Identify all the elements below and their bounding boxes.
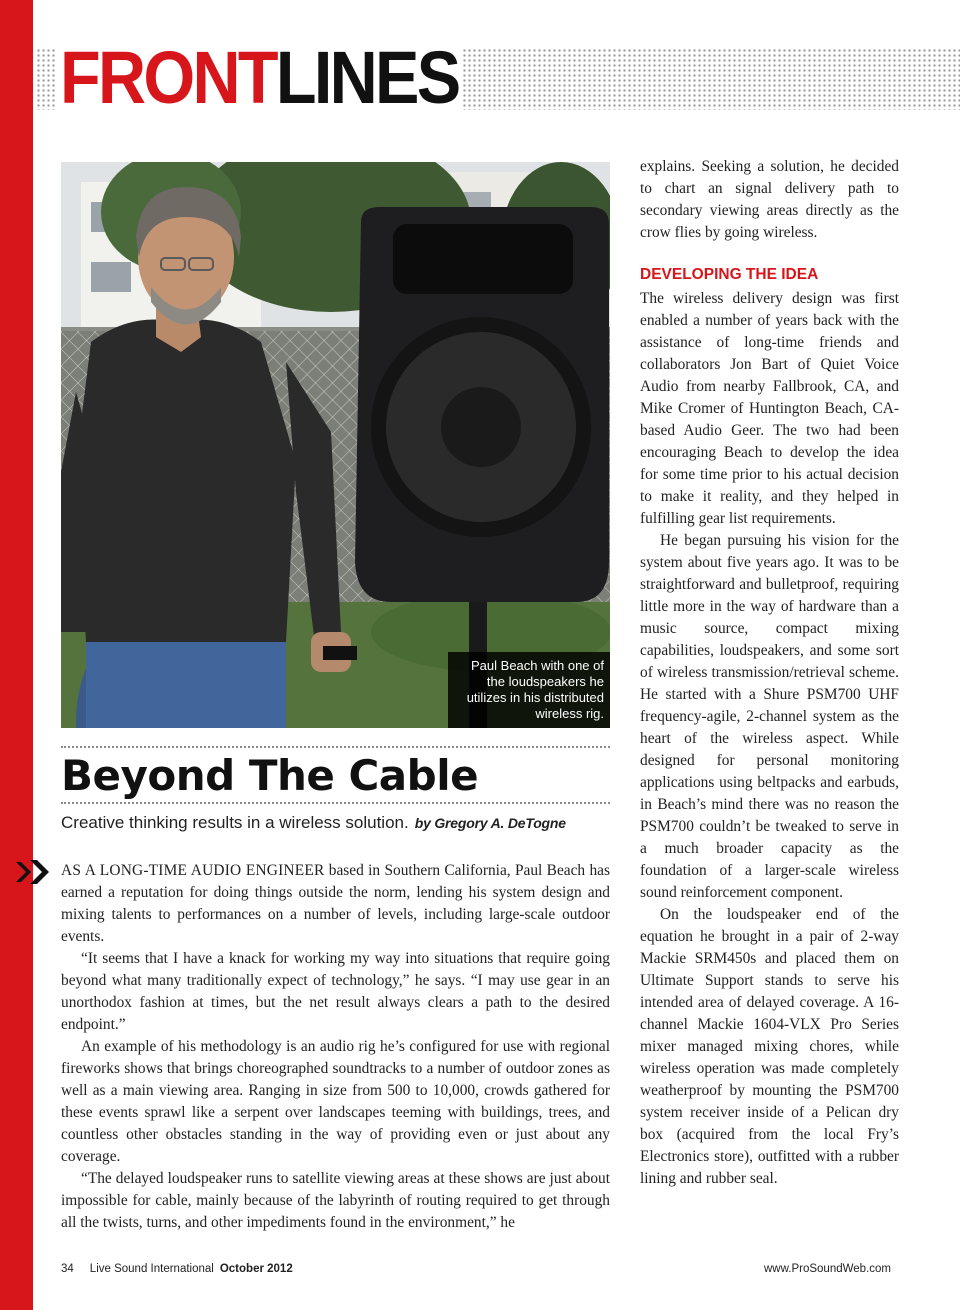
footer-website: www.ProSoundWeb.com — [764, 1263, 891, 1275]
article-headline: Beyond The Cable — [61, 751, 479, 800]
article-deck — [61, 812, 616, 834]
article-body-left — [61, 860, 610, 1234]
headline-rule-bottom — [61, 802, 610, 804]
photo-caption: Paul Beach with one of the loudspeakers he utilizes in his distributed wireless rig. — [448, 652, 610, 728]
masthead-dot-pattern-left — [36, 48, 56, 110]
deck-text: Creative thinking results in a wireless solution. — [61, 813, 409, 832]
red-edge-bar — [0, 0, 33, 1310]
masthead-lines: LINES — [275, 36, 459, 119]
publication-name: Live Sound International — [89, 1263, 214, 1275]
headline-rule-top — [61, 746, 610, 748]
photo-illustration — [61, 162, 610, 728]
paragraph-lead — [61, 860, 610, 948]
chevron-right-triple-icon — [0, 857, 60, 887]
paragraph: The wireless delivery design was first enabled a number of years back with the assistance of long-time friends and collaborators Jon Bart of Quiet Voice Audio from nearby Fallbrook, CA, and Mike Cromer of Huntington Beach, CA-based Audio Geer. The two had been encouraging Beach to develop the idea for some time prior to his actual decision to make it reality, and they helped in fulfilling gear list requirements. — [640, 290, 899, 527]
paragraph-lead-text: based in Southern California, Paul Beach has earned a reputation for doing things outside the norm, lending his system design and mixing talents to performances on a number of levels, including large-scale outdoor events. — [61, 862, 610, 945]
section-subhead: DEVELOPING THE IDEA — [640, 266, 819, 283]
masthead-front: FRONT — [60, 36, 276, 119]
article-body-right — [640, 156, 899, 1190]
paragraph-continued: explains. Seeking a solution, he decided to chart an signal delivery path to secondary viewing areas directly as the crow flies by going wireless. — [640, 158, 899, 241]
issue-date: October 2012 — [219, 1263, 293, 1275]
masthead-dot-pattern-right — [462, 48, 960, 110]
paragraph: On the loudspeaker end of the equation he brought in a pair of 2-way Mackie SRM450s and placed them on Ultimate Support stands to serve his intended area of delayed coverage. A 16-channel Mackie 1604-VLX Pro Series mixer managed mixing chores, while wireless operation was made completely weatherproof by mounting the PSM700 system receiver inside of a Pelican dry box (acquired from the local Fry’s Electronics store), outfitted with a rubber lining and rubber seal. — [640, 906, 899, 1187]
section-masthead — [60, 38, 459, 118]
paragraph: “The delayed loudspeaker runs to satellite viewing areas at these shows are just about impossible for cable, mainly because of the labyrinth of routing required to get through all the twists, turns, and other impediments found in the environment,” he — [61, 1170, 610, 1231]
footer-folio — [61, 1262, 293, 1276]
paragraph: He began pursuing his vision for the system about five years ago. It was to be straightforward and bulletproof, requiring little more in the way of hardware than a music source, compact mixing capabilities, loudspeakers, and some sort of wireless transmission/retrieval scheme. He started with a Shure PSM700 UHF frequency-agile, 2-channel system as the heart of the wireless aspect. While designed for personal monitoring applications using beltpacks and earbuds, in Beach’s mind there was no reason the PSM700 couldn’t be tweaked to serve in a much broader capacity as the foundation of a larger-scale wireless sound reinforcement component. — [640, 532, 899, 901]
page-number: 34 — [61, 1263, 74, 1275]
article-byline: by Gregory A. DeTogne — [414, 815, 566, 831]
article-photo — [61, 162, 610, 728]
paragraph: An example of his methodology is an audio rig he’s configured for use with regional fireworks shows that brings choreographed soundtracks to a number of outdoor zones as well as a main viewing area. Ranging in size from 500 to 10,000, crowds gathered for these events sprawl like a serpent over landscapes teeming with buildings, trees, and countless other obstacles standing in the way of providing even or just about any coverage. — [61, 1038, 610, 1165]
lead-in-caps: AS A LONG-TIME AUDIO ENGINEER — [61, 862, 325, 879]
paragraph: “It seems that I have a knack for working my way into situations that require going beyond what many traditionally expect of technology,” he says. “I may use gear in an unorthodox fashion at times, but the net result always clears a path to the desired endpoint.” — [61, 950, 610, 1033]
